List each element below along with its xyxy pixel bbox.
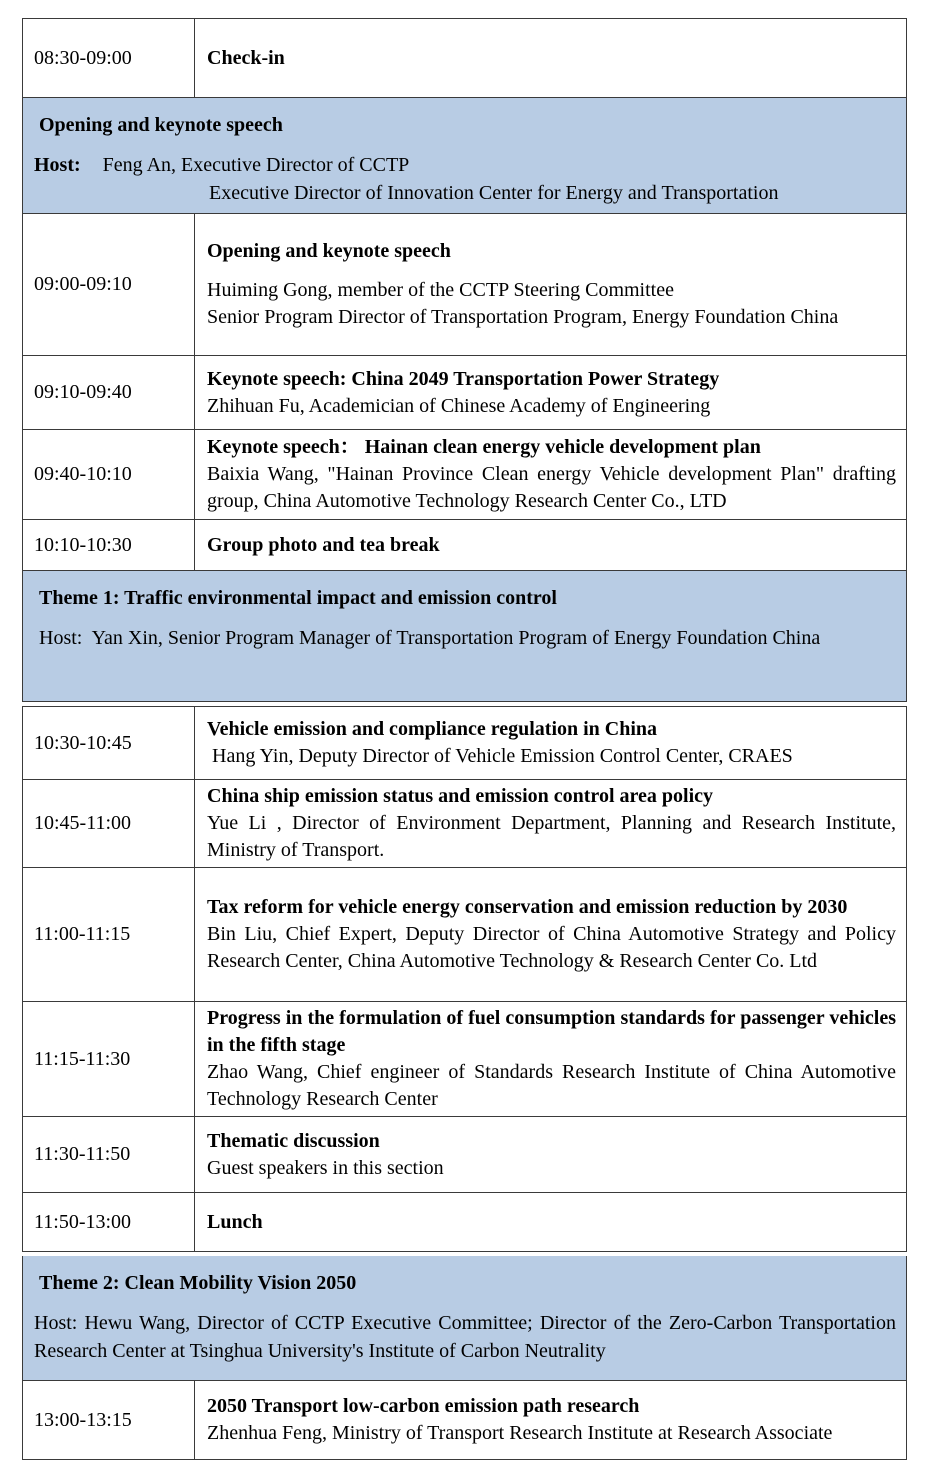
time-cell: 08:30-09:00	[23, 19, 195, 97]
time-cell: 10:10-10:30	[23, 520, 195, 570]
agenda-row	[23, 779, 906, 867]
time-cell: 10:30-10:45	[23, 707, 195, 779]
agenda-table-block	[22, 1380, 907, 1460]
session-title: Tax reform for vehicle energy conservation and emission reduction by 2030	[207, 896, 848, 918]
session-detail: Hang Yin, Deputy Director of Vehicle Emission Control Center, CRAES	[207, 745, 793, 767]
session-title: Group photo and tea break	[207, 533, 440, 556]
agenda-row	[23, 214, 906, 355]
session-title: Lunch	[207, 1210, 263, 1233]
session-cell	[195, 1117, 906, 1192]
session-title: Keynote speech： Hainan clean energy vehicle development plan	[207, 436, 761, 458]
session-cell	[195, 19, 906, 97]
host-name: Feng An, Executive Director of CCTP	[102, 154, 410, 176]
session-cell	[195, 1193, 906, 1251]
agenda-row	[23, 355, 906, 429]
banner-host	[34, 151, 896, 179]
session-detail: Zhenhua Feng, Ministry of Transport Research Institute at Research Associate	[207, 1422, 833, 1444]
section-banner	[22, 1256, 907, 1380]
time-cell: 09:10-09:40	[23, 356, 195, 429]
session-cell	[195, 1002, 906, 1116]
session-title: Vehicle emission and compliance regulation in China	[207, 718, 658, 740]
banner-host: Host: Yan Xin, Senior Program Manager of Transportation Program of Energy Foundation China	[34, 627, 821, 649]
session-title: China ship emission status and emission control area policy	[207, 785, 714, 807]
time-cell: 10:45-11:00	[23, 780, 195, 867]
session-detail: Guest speakers in this section	[207, 1156, 444, 1179]
session-title: Thematic discussion	[207, 1129, 380, 1152]
session-detail: Zhao Wang, Chief engineer of Standards Research Institute of China Automotive Technology Research Center	[207, 1061, 896, 1110]
time-cell: 11:15-11:30	[23, 1002, 195, 1116]
agenda-row	[23, 519, 906, 570]
time-cell: 13:00-13:15	[23, 1381, 195, 1459]
time-cell: 09:40-10:10	[23, 430, 195, 519]
session-cell	[195, 1381, 906, 1459]
session-cell	[195, 868, 906, 1001]
session-title: Keynote speech: China 2049 Transportation Power Strategy	[207, 367, 720, 390]
agenda-row	[23, 19, 906, 97]
session-title: Progress in the formulation of fuel consumption standards for passenger vehicles in the fifth stage	[207, 1007, 896, 1056]
agenda-row	[23, 429, 906, 519]
agenda-table-block	[22, 18, 907, 98]
session-detail: Bin Liu, Chief Expert, Deputy Director of China Automotive Strategy and Policy Research Center, China Automotive Technology & Research Center Co. Ltd	[207, 923, 896, 972]
agenda-table-block	[22, 706, 907, 1252]
session-cell	[195, 707, 906, 779]
banner-title: Opening and keynote speech	[39, 114, 283, 136]
session-title: Opening and keynote speech	[207, 240, 451, 262]
banner-title: Theme 1: Traffic environmental impact and emission control	[39, 587, 557, 609]
time-cell: 11:50-13:00	[23, 1193, 195, 1251]
session-cell	[195, 780, 906, 867]
session-detail: Yue Li , Director of Environment Department, Planning and Research Institute, Ministry of Transport.	[207, 812, 896, 861]
agenda-table-block	[22, 213, 907, 571]
banner-host: Host: Hewu Wang, Director of CCTP Executive Committee; Director of the Zero-Carbon Transportation Research Center at Tsinghua University's Institute of Carbon Neutrality	[34, 1312, 896, 1362]
agenda-row	[23, 1116, 906, 1192]
section-banner	[22, 571, 907, 702]
agenda-row	[23, 1192, 906, 1251]
agenda-row	[23, 867, 906, 1001]
time-cell: 11:30-11:50	[23, 1117, 195, 1192]
session-detail: Huiming Gong, member of the CCTP Steering Committee	[207, 279, 674, 301]
time-cell: 09:00-09:10	[23, 214, 195, 355]
session-detail: Zhihuan Fu, Academician of Chinese Academy of Engineering	[207, 394, 711, 417]
session-title: 2050 Transport low-carbon emission path research	[207, 1395, 640, 1417]
session-cell	[195, 430, 906, 519]
session-cell	[195, 214, 906, 355]
agenda-row	[23, 1001, 906, 1116]
agenda-blocks	[22, 18, 907, 1460]
session-cell	[195, 356, 906, 429]
agenda-row	[23, 1381, 906, 1459]
host-line2: Executive Director of Innovation Center for Energy and Transportation	[209, 182, 779, 204]
banner-title: Theme 2: Clean Mobility Vision 2050	[39, 1272, 357, 1294]
agenda-row	[23, 707, 906, 779]
session-title: Check-in	[207, 46, 285, 69]
session-cell	[195, 520, 906, 570]
time-cell: 11:00-11:15	[23, 868, 195, 1001]
session-detail: Baixia Wang, "Hainan Province Clean energy Vehicle development Plan" drafting group, China Automotive Technology Research Center Co., LTD	[207, 463, 896, 512]
session-detail: Senior Program Director of Transportation Program, Energy Foundation China	[207, 306, 839, 328]
host-label: Host:	[34, 154, 81, 176]
section-banner	[22, 98, 907, 213]
